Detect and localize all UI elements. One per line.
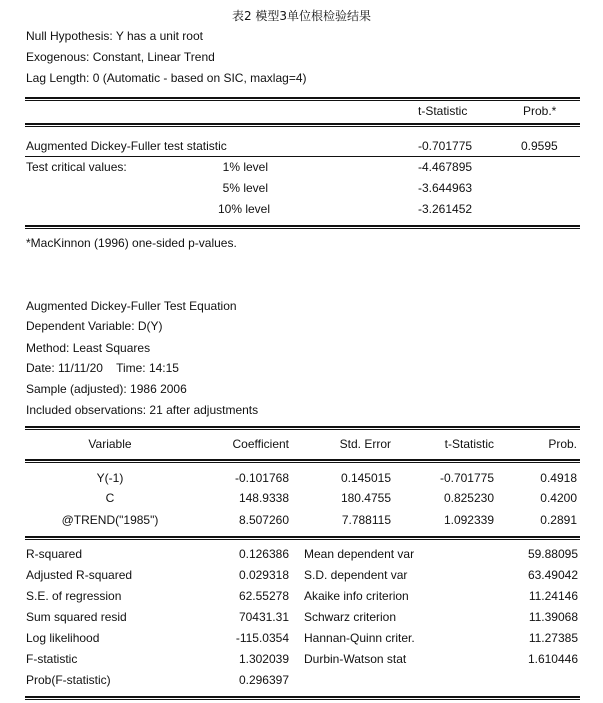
critical-level-label: 5% level [222, 181, 268, 195]
critical-values-label: Test critical values: [26, 160, 127, 174]
stat-value: 11.39068 [528, 610, 578, 624]
stat-label: Mean dependent var [304, 547, 415, 561]
stat-label: Sum squared resid [26, 610, 127, 624]
stat-value: -115.0354 [235, 631, 289, 645]
dependent-variable: Dependent Variable: D(Y) [26, 319, 163, 333]
adf-test-statistic-label: Augmented Dickey-Fuller test statistic [26, 139, 227, 153]
stat-label: Akaike info criterion [304, 589, 409, 603]
stat-label: S.E. of regression [26, 589, 122, 603]
stat-value: 62.55278 [238, 589, 289, 603]
critical-value: -3.261452 [418, 202, 473, 216]
exogenous: Exogenous: Constant, Linear Trend [26, 50, 215, 64]
variable-name: @TREND("1985") [61, 513, 159, 527]
t-statistic: -0.701775 [439, 471, 494, 485]
rule-double [25, 225, 580, 229]
col-header-t-statistic: t-Statistic [418, 104, 468, 118]
stat-label: Hannan-Quinn criter. [304, 631, 415, 645]
t-statistic: 1.092339 [443, 513, 494, 527]
coefficient: 148.9338 [238, 491, 289, 505]
std-error: 7.788115 [341, 513, 391, 527]
stat-value: 63.49042 [527, 568, 578, 582]
stat-value: 0.126386 [238, 547, 289, 561]
rule-double [25, 97, 580, 101]
stat-label: Prob(F-statistic) [26, 673, 111, 687]
prob: 0.4200 [540, 491, 577, 505]
critical-value: -4.467895 [418, 160, 473, 174]
stat-label: Schwarz criterion [304, 610, 397, 624]
coefficient: 8.507260 [238, 513, 289, 527]
std-error: 0.145015 [340, 471, 391, 485]
col-header-coefficient: Coefficient [232, 437, 289, 451]
col-header-prob: Prob.* [523, 104, 557, 118]
col-header-std-error: Std. Error [339, 437, 391, 451]
stat-label: R-squared [26, 547, 83, 561]
t-statistic: 0.825230 [443, 491, 494, 505]
stat-value: 11.24146 [528, 589, 578, 603]
col-header-prob: Prob. [548, 437, 577, 451]
critical-value: -3.644963 [418, 181, 473, 195]
sample: Sample (adjusted): 1986 2006 [26, 382, 187, 396]
stat-label: F-statistic [26, 652, 78, 666]
included-observations: Included observations: 21 after adjustments [26, 403, 259, 417]
footnote: *MacKinnon (1996) one-sided p-values. [26, 236, 237, 250]
std-error: 180.4755 [340, 491, 391, 505]
stat-value: 70431.31 [238, 610, 289, 624]
rule-double [25, 536, 580, 540]
adf-test-statistic-value: -0.701775 [418, 139, 473, 153]
stat-value: 0.029318 [238, 568, 289, 582]
null-hypothesis: Null Hypothesis: Y has a unit root [26, 29, 203, 43]
stat-value: 1.302039 [238, 652, 289, 666]
col-header-t-statistic: t-Statistic [444, 437, 494, 451]
stat-value: 59.88095 [527, 547, 578, 561]
rule-double [25, 696, 580, 700]
stat-value: 1.610446 [527, 652, 578, 666]
stat-label: S.D. dependent var [304, 568, 408, 582]
coefficient: -0.101768 [234, 471, 289, 485]
lag-length: Lag Length: 0 (Automatic - based on SIC, maxlag=4) [26, 71, 307, 85]
rule-double [25, 426, 580, 430]
method: Method: Least Squares [26, 341, 151, 355]
rule-double [25, 459, 580, 463]
rule-single [25, 156, 580, 157]
prob: 0.2891 [540, 513, 577, 527]
table-title: 表2 模型3单位根检验结果 [231, 9, 372, 23]
critical-level-label: 1% level [222, 160, 268, 174]
stat-value: 0.296397 [238, 673, 289, 687]
adf-test-statistic-prob: 0.9595 [521, 139, 558, 153]
variable-name: C [105, 491, 115, 505]
rule-double [25, 123, 580, 127]
variable-name: Y(-1) [96, 471, 124, 485]
stat-label: Log likelihood [26, 631, 100, 645]
stat-label: Adjusted R-squared [26, 568, 133, 582]
prob: 0.4918 [540, 471, 577, 485]
stat-label: Durbin-Watson stat [304, 652, 407, 666]
stat-value: 11.27385 [528, 631, 578, 645]
date-time: Date: 11/11/20 Time: 14:15 [26, 361, 179, 375]
critical-level-label: 10% level [217, 202, 270, 216]
col-header-variable: Variable [88, 437, 132, 451]
equation-title: Augmented Dickey-Fuller Test Equation [26, 299, 237, 313]
